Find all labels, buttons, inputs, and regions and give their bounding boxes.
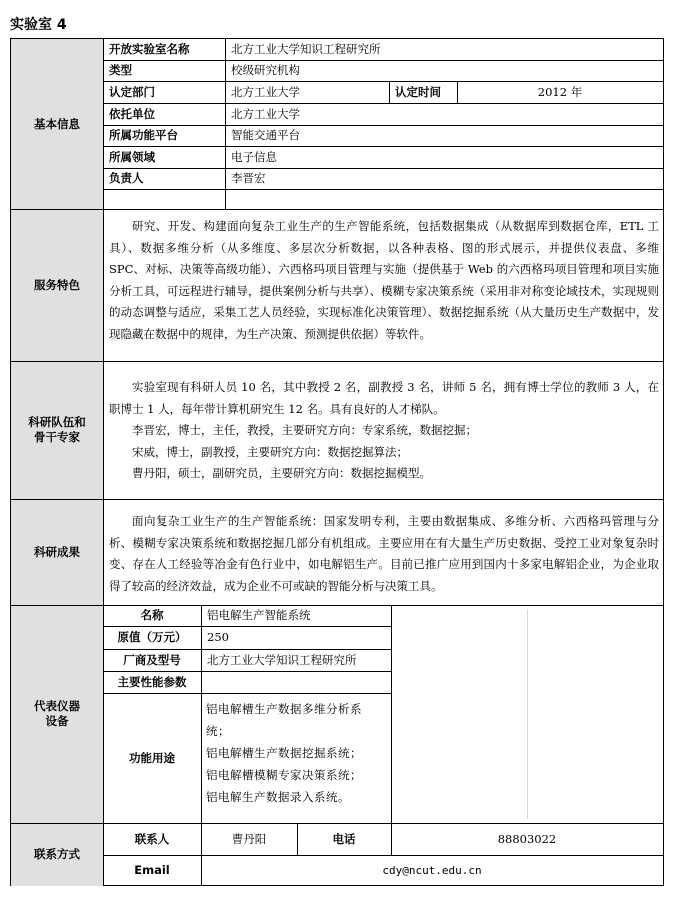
perf-value <box>201 671 391 693</box>
instrument-name-label: 名称 <box>140 608 164 622</box>
dept-label: 认定部门 <box>109 84 155 99</box>
head-label: 负责人 <box>109 171 144 185</box>
phone-label: 电话 <box>332 831 356 846</box>
func-line-4: 铝电解槽模糊专家决策系统； <box>206 768 362 782</box>
time-value: 2012 年 <box>537 84 583 99</box>
head-value: 李晋宏 <box>231 171 266 185</box>
email-label: Email <box>134 863 170 877</box>
field-label: 所属领域 <box>109 149 155 164</box>
basic-info-label: 基本信息 <box>11 39 103 209</box>
func-list <box>201 698 391 808</box>
func-line-2: 统； <box>206 724 230 738</box>
instrument-label: 代表仪器 设备 <box>11 605 103 823</box>
service-text: 研究、开发、构建面向复杂工业生产的生产智能系统，包括数据集成（从数据库到数据仓库，ETL 工具）、数据多维分析（从多维度、多层次分析数据，以各种表格、图的形式展示，并提供仪表盘、多维 SPC、对标、决策等高级功能）、六西格玛项目管理与实施（提供基于 Web 的六西格玛项目管理和项目实施分析工具，可远程进行辅导，提供案例分析与共享）、模糊专家决策系统（采用非对称变论域技术，实现规则的动态调整与适应，采集工艺人员经验，实现标准化决策管理）、数据挖掘系统（从大量历史生产数据中，发现隐藏在数据中的规律，为生产决策、预测提供依据）等软件。 <box>109 219 659 341</box>
contact-person-label: 联系人 <box>134 831 170 846</box>
host-value: 北方工业大学 <box>231 106 300 121</box>
page-heading: 实验室 4 <box>10 17 67 33</box>
func-line-3: 铝电解槽生产数据挖掘系统； <box>206 746 362 760</box>
perf-label: 主要性能参数 <box>117 674 187 689</box>
func-label: 功能用途 <box>129 750 175 765</box>
price-label: 原值（万元） <box>117 630 187 644</box>
email-value[interactable]: cdy@ncut.edu.cn <box>382 864 482 877</box>
lab-info-table <box>10 38 664 886</box>
instrument-name-value: 铝电解生产智能系统 <box>207 608 311 622</box>
team-text: 实验室现有科研人员 10 名，其中教授 2 名，副教授 3 名，讲师 5 名，拥有博士学位的教师 3 人，在职博士 1 人，每年带计算机研究生 12 名。具有良好的人才梯队。 李晋宏，博士，主任，教授，主要研究方向：专家系统，数据挖掘； 宋威，博士，副教授，主要研究方向：数据挖掘算法； 曹丹阳，硕士，副研究员，主要研究方向：数据挖掘模型。 <box>109 377 659 485</box>
maker-label: 厂商及型号 <box>123 652 181 667</box>
platform-label: 所属功能平台 <box>109 128 178 142</box>
dept-value: 北方工业大学 <box>231 84 300 99</box>
maker-value: 北方工业大学知识工程研究所 <box>207 652 357 667</box>
team-label: 科研队伍和 骨干专家 <box>11 361 103 499</box>
time-label: 认定时间 <box>395 84 441 99</box>
field-value: 电子信息 <box>231 149 277 164</box>
service-label: 服务特色 <box>11 209 103 361</box>
lab-name-value: 北方工业大学知识工程研究所 <box>231 42 381 56</box>
contact-label: 联系方式 <box>11 823 103 886</box>
lab-name-label: 开放实验室名称 <box>109 42 190 56</box>
func-line-1: 铝电解槽生产数据多维分析系 <box>206 702 362 716</box>
phone-value: 88803022 <box>497 831 557 846</box>
type-value: 校级研究机构 <box>231 63 300 77</box>
results-text: 面向复杂工业生产的生产智能系统：国家发明专利，主要由数据集成、多维分析、六西格玛管理与分析、模糊专家决策系统和数据挖掘几部分有机组成。主要应用在有大量生产历史数据、受控工业对象复杂时变、存在人工经验等冶金有色行业中，如电解铝生产。目前已推广应用到国内十多家电解铝企业，为企业取得了较高的经济效益，成为企业不可或缺的智能分析与决策工具。 <box>109 514 659 593</box>
contact-person-value: 曹丹阳 <box>231 831 267 846</box>
platform-value: 智能交通平台 <box>231 128 300 142</box>
type-label: 类型 <box>109 63 132 77</box>
results-label: 科研成果 <box>11 499 103 605</box>
expert-1: 李晋宏，博士，主任，教授，主要研究方向：专家系统，数据挖掘； <box>132 423 477 437</box>
price-value: 250 <box>207 630 229 644</box>
expert-3: 曹丹阳，硕士，副研究员，主要研究方向：数据挖掘模型。 <box>132 466 431 480</box>
instrument-photo <box>527 609 528 819</box>
func-line-5: 铝电解生产数据录入系统。 <box>206 790 350 804</box>
expert-2: 宋威，博士，副教授，主要研究方向：数据挖掘算法； <box>132 444 408 459</box>
host-label: 依托单位 <box>109 106 155 121</box>
